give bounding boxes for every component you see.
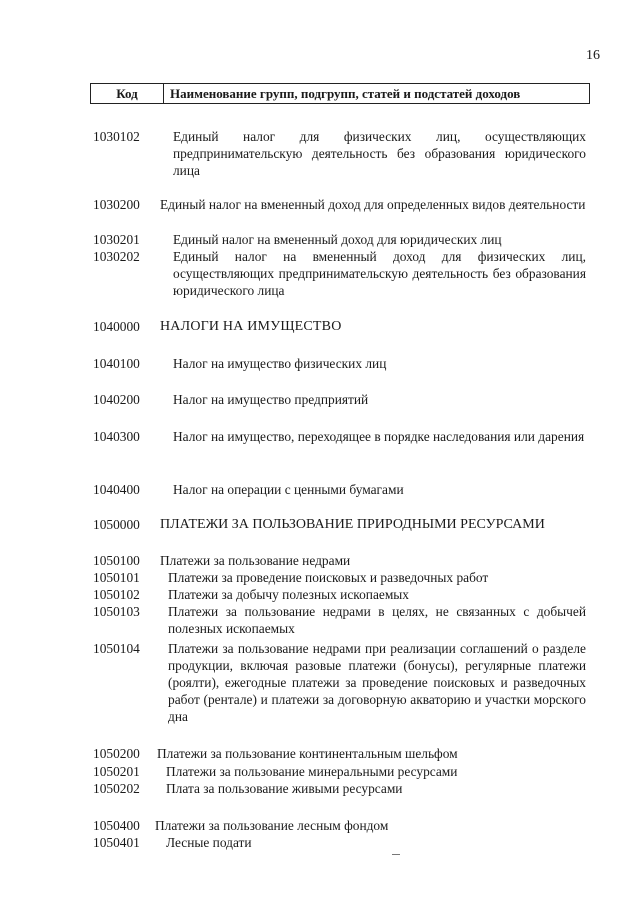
row-code: 1050202 xyxy=(93,781,140,796)
header-name-label: Наименование групп, подгрупп, статей и подстатей доходов xyxy=(170,86,521,101)
row-code: 1030102 xyxy=(93,129,140,144)
row-code: 1030202 xyxy=(93,249,140,264)
row-code: 1050103 xyxy=(93,604,140,619)
row-code: 1040400 xyxy=(93,482,140,497)
row-code: 1050100 xyxy=(93,553,140,568)
row-code: 1050400 xyxy=(93,818,140,833)
row-text: Единый налог на вмененный доход для определенных видов деятельности xyxy=(160,197,586,212)
row-text: Платежи за пользование лесным фондом xyxy=(155,818,389,833)
header-code-label: Код xyxy=(91,84,164,103)
row-code: 1050101 xyxy=(93,570,140,585)
row-text: Единый налог на вмененный доход для юридических лиц xyxy=(173,232,502,247)
row-code: 1050000 xyxy=(93,517,140,532)
row-code: 1040300 xyxy=(93,429,140,444)
row-code: 1050401 xyxy=(93,835,140,850)
row-text: Платежи за пользование недрами xyxy=(160,553,351,568)
row-code: 1050200 xyxy=(93,746,140,761)
row-code: 1050102 xyxy=(93,587,140,602)
row-text: Единый налог для физических лиц, осуществляющих предпринимательскую деятельность без образования юридического лица xyxy=(173,129,586,178)
row-text: Налог на имущество физических лиц xyxy=(173,356,387,371)
scan-mark xyxy=(392,854,400,855)
row-code: 1040100 xyxy=(93,356,140,371)
row-text: Платежи за пользование недрами в целях, не связанных с добычей полезных ископаемых xyxy=(168,604,586,636)
row-text: НАЛОГИ НА ИМУЩЕСТВО xyxy=(160,319,342,334)
row-text: Налог на операции с ценными бумагами xyxy=(173,482,404,497)
row-code: 1030200 xyxy=(93,197,140,212)
row-code: 1040000 xyxy=(93,319,140,334)
row-text: Плата за пользование живыми ресурсами xyxy=(166,781,403,796)
row-text: Платежи за пользование недрами при реализации соглашений о разделе продукции, включая разовые платежи (бонусы), регулярные платежи (роялти), ежегодные платежи за проведение поисковых и разведочных работ (рентале) и платежи за договорную акваторию и участки морского дна xyxy=(168,641,586,724)
row-text: Единый налог на вмененный доход для физических лиц, осуществляющих предпринимательскую деятельность без образования юридического лица xyxy=(173,249,586,298)
row-code: 1030201 xyxy=(93,232,140,247)
page-number: 16 xyxy=(586,48,600,63)
row-code: 1050201 xyxy=(93,764,140,779)
row-text: ПЛАТЕЖИ ЗА ПОЛЬЗОВАНИЕ ПРИРОДНЫМИ РЕСУРСАМИ xyxy=(160,517,545,532)
row-code: 1050104 xyxy=(93,641,140,656)
row-text: Платежи за пользование минеральными ресурсами xyxy=(166,764,458,779)
row-text: Налог на имущество предприятий xyxy=(173,392,369,407)
row-text: Лесные подати xyxy=(166,835,252,850)
row-text: Платежи за добычу полезных ископаемых xyxy=(168,587,410,602)
table-header xyxy=(90,83,590,104)
row-text: Налог на имущество, переходящее в порядке наследования или дарения xyxy=(173,429,585,444)
row-text: Платежи за проведение поисковых и разведочных работ xyxy=(168,570,489,585)
row-code: 1040200 xyxy=(93,392,140,407)
row-text: Платежи за пользование континентальным шельфом xyxy=(157,746,458,761)
